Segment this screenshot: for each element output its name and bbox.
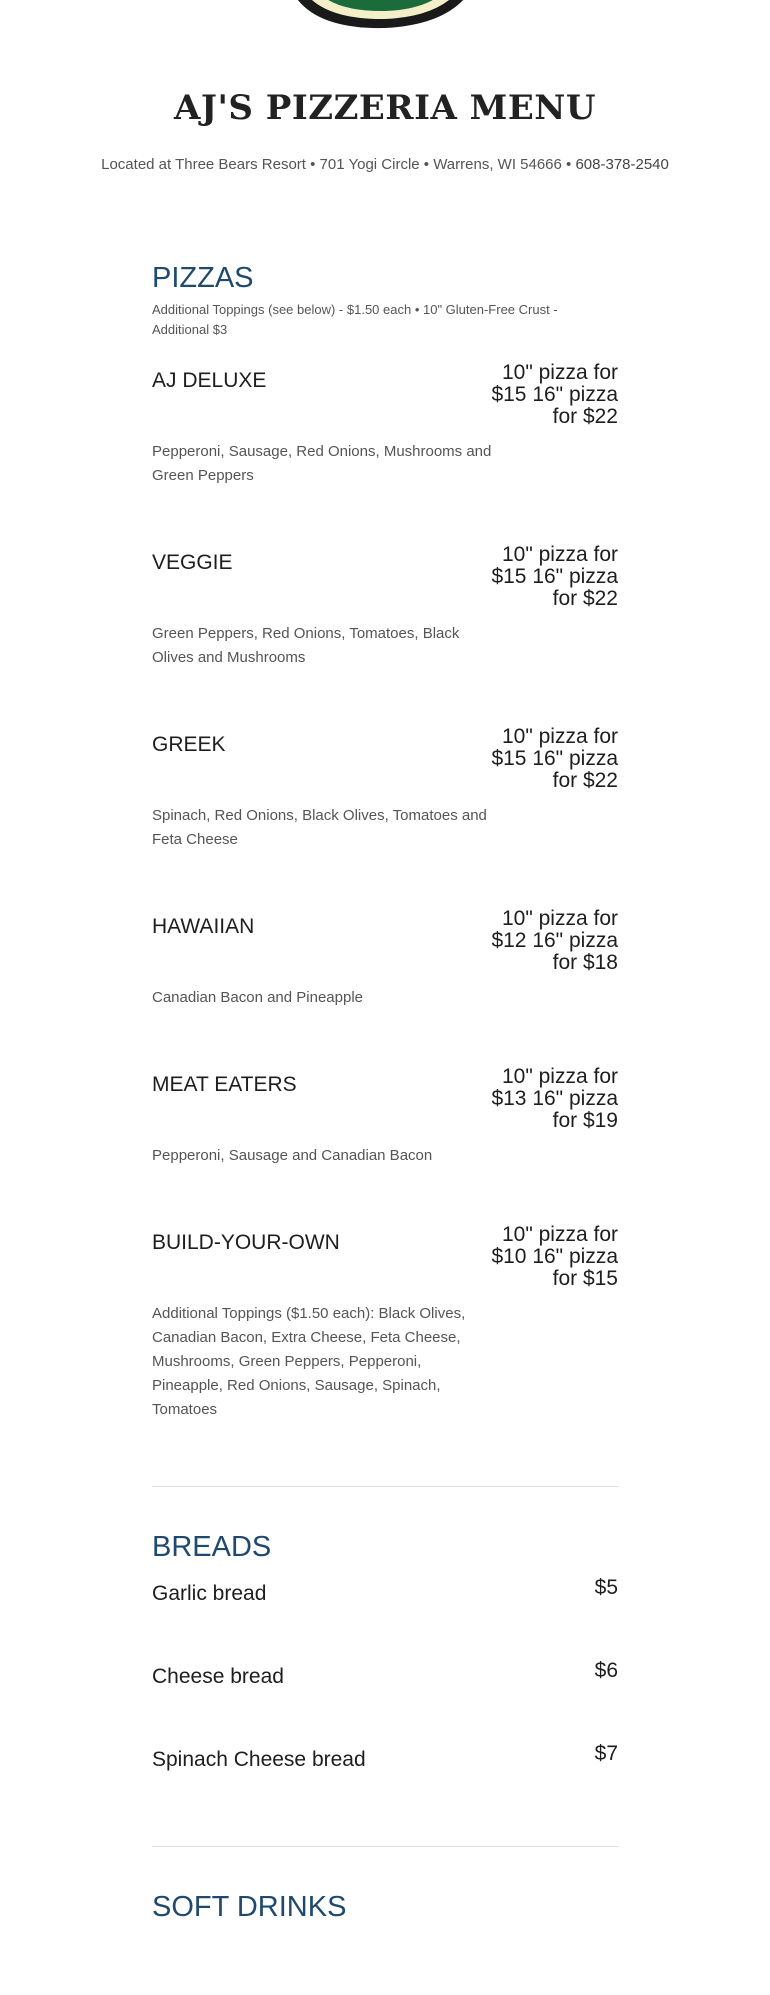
item-name: GREEK [152, 733, 226, 756]
section-breads [152, 1527, 618, 1816]
item-name: BUILD-YOUR-OWN [152, 1231, 340, 1254]
pizza-logo-icon [275, 0, 495, 40]
item-name: AJ DELUXE [152, 369, 267, 392]
item-name: Cheese bread [152, 1665, 284, 1688]
menu-item [152, 1733, 618, 1816]
item-price: $6 [594, 1659, 618, 1682]
item-price: 10" pizza for $15 16" pizza for $22 [491, 725, 618, 792]
item-name: Garlic bread [152, 1582, 267, 1605]
section-title: BREADS [152, 1531, 272, 1563]
item-description: Pepperoni, Sausage, Red Onions, Mushrooms and Green Peppers [152, 443, 492, 484]
menu-item [152, 1567, 618, 1650]
menu-item [152, 1044, 618, 1202]
item-name: MEAT EATERS [152, 1073, 297, 1096]
page-title: AJ'S PIZZERIA MENU [174, 88, 596, 128]
menu-item [152, 886, 618, 1044]
item-name: Spinach Cheese bread [152, 1748, 366, 1771]
menu-item [152, 1202, 618, 1456]
menu-item [152, 1650, 618, 1733]
item-description: Spinach, Red Onions, Black Olives, Tomatoes and Feta Cheese [152, 807, 487, 848]
menu-item [152, 704, 618, 886]
section-divider [152, 1846, 618, 1847]
section-soft-drinks [152, 1887, 618, 1927]
section-divider [152, 1486, 618, 1487]
phone-link[interactable]: 608-378-2540 [575, 156, 669, 173]
menu-item [152, 340, 618, 522]
item-price: $7 [594, 1742, 618, 1765]
item-name: VEGGIE [152, 551, 233, 574]
section-title: PIZZAS [152, 262, 254, 294]
item-description: Additional Toppings ($1.50 each): Black Olives, Canadian Bacon, Extra Cheese, Feta Cheese, Mushrooms, Green Peppers, Pepperoni, Pineapple, Red Onions, Sausage, Spinach, Tomatoes [152, 1305, 466, 1418]
item-description: Canadian Bacon and Pineapple [152, 989, 364, 1006]
item-price: 10" pizza for $12 16" pizza for $18 [491, 907, 618, 974]
logo [0, 0, 770, 40]
item-price: $5 [594, 1576, 618, 1599]
item-price: 10" pizza for $15 16" pizza for $22 [491, 361, 618, 428]
menu [152, 258, 618, 1927]
section-note: Additional Toppings (see below) - $1.50 each • 10" Gluten-Free Crust - Additional $3 [152, 302, 558, 337]
section-pizzas [152, 258, 618, 1456]
item-description: Green Peppers, Red Onions, Tomatoes, Black Olives and Mushrooms [152, 625, 460, 666]
address-line [0, 156, 770, 173]
menu-item [152, 522, 618, 704]
item-description: Pepperoni, Sausage and Canadian Bacon [152, 1147, 433, 1164]
item-price: 10" pizza for $13 16" pizza for $19 [491, 1065, 618, 1132]
section-title: SOFT DRINKS [152, 1891, 347, 1923]
item-name: HAWAIIAN [152, 915, 255, 938]
item-price: 10" pizza for $10 16" pizza for $15 [491, 1223, 618, 1290]
item-price: 10" pizza for $15 16" pizza for $22 [491, 543, 618, 610]
address-text: Located at Three Bears Resort • 701 Yogi Circle • Warrens, WI 54666 • [101, 156, 572, 173]
